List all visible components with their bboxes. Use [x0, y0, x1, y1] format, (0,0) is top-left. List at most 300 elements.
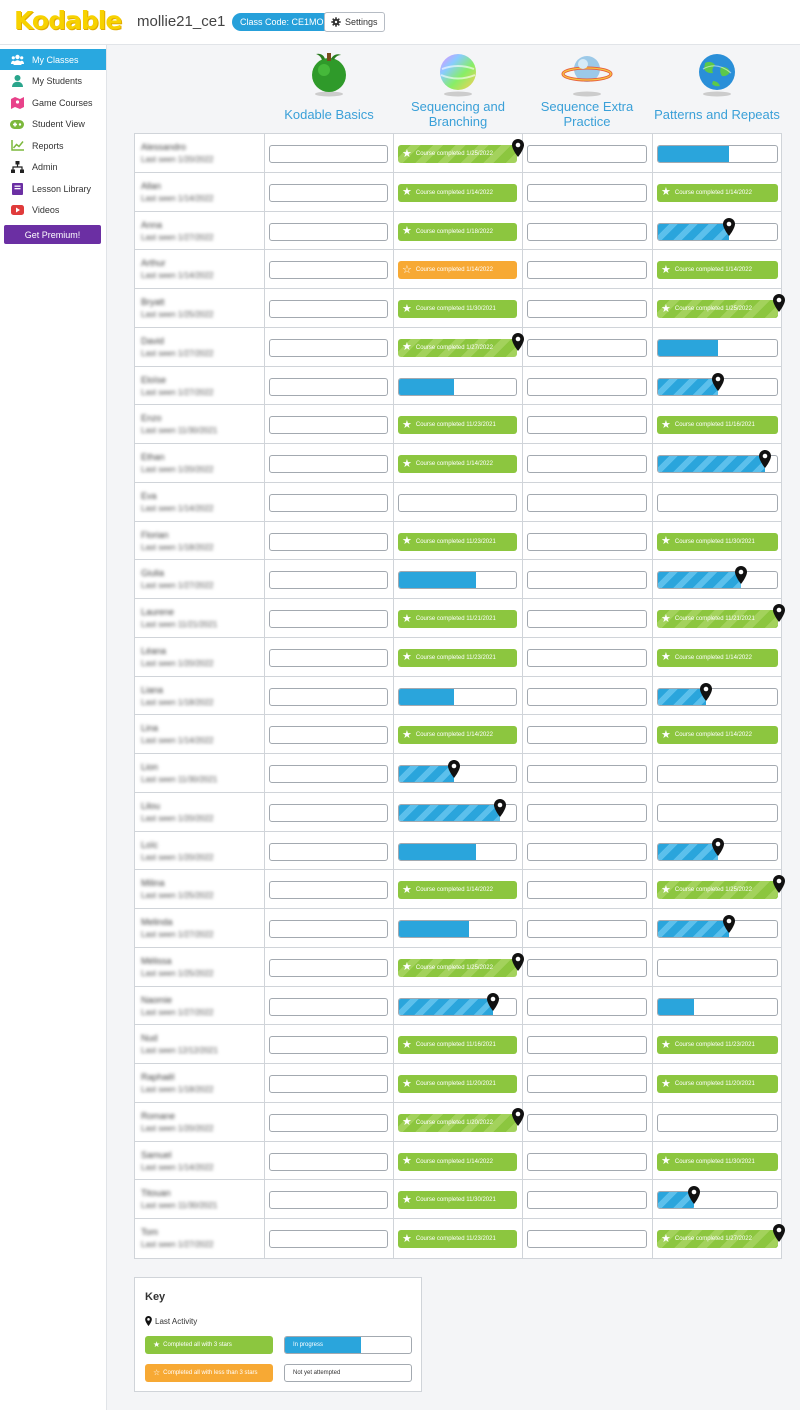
star-icon: ★	[402, 961, 412, 974]
student-cell[interactable]	[135, 367, 265, 405]
course-completed-badge[interactable]	[398, 339, 517, 357]
progress-cell[interactable]	[394, 405, 523, 443]
empty-progress-bar[interactable]	[269, 1153, 388, 1171]
empty-progress-bar[interactable]	[269, 300, 388, 318]
progress-cell[interactable]	[523, 328, 653, 366]
course-completed-badge[interactable]	[657, 300, 778, 318]
progress-cell[interactable]	[523, 832, 653, 870]
course-completed-badge[interactable]	[398, 533, 517, 551]
empty-progress-bar[interactable]	[527, 998, 647, 1016]
map-pin-icon	[512, 953, 524, 971]
progress-cell[interactable]	[523, 1219, 653, 1258]
progress-cell[interactable]	[265, 754, 394, 792]
progress-cell[interactable]	[653, 444, 783, 482]
progress-bar[interactable]	[657, 843, 778, 861]
progress-cell[interactable]	[394, 250, 523, 288]
progress-cell[interactable]	[265, 987, 394, 1025]
progress-cell[interactable]	[265, 638, 394, 676]
progress-cell[interactable]	[653, 987, 783, 1025]
student-cell[interactable]	[135, 987, 265, 1025]
progress-cell[interactable]	[265, 909, 394, 947]
empty-progress-bar[interactable]	[527, 610, 647, 628]
completed-text: Course completed 1/27/2022	[674, 1236, 752, 1242]
empty-progress-bar[interactable]	[527, 920, 647, 938]
empty-progress-bar[interactable]	[527, 223, 647, 241]
progress-cell[interactable]	[265, 405, 394, 443]
progress-fill	[399, 766, 454, 782]
progress-cell[interactable]	[523, 522, 653, 560]
empty-progress-bar[interactable]	[269, 1036, 388, 1054]
course-completed-badge[interactable]	[657, 416, 778, 434]
table-row	[135, 1219, 781, 1258]
progress-cell[interactable]	[523, 444, 653, 482]
progress-cell[interactable]	[394, 1025, 523, 1063]
progress-cell[interactable]	[265, 560, 394, 598]
progress-cell[interactable]	[394, 832, 523, 870]
student-cell[interactable]	[135, 754, 265, 792]
progress-cell[interactable]	[523, 250, 653, 288]
progress-cell[interactable]	[394, 328, 523, 366]
table-row	[135, 367, 781, 406]
star-icon: ★	[402, 457, 412, 470]
progress-cell[interactable]	[523, 212, 653, 250]
sidebar-item-label: Admin	[32, 162, 58, 172]
student-cell[interactable]	[135, 250, 265, 288]
settings-label: Settings	[345, 17, 378, 27]
student-cell[interactable]	[135, 483, 265, 521]
progress-cell[interactable]	[523, 367, 653, 405]
progress-cell[interactable]	[394, 715, 523, 753]
progress-cell[interactable]	[523, 987, 653, 1025]
empty-progress-bar[interactable]	[527, 1075, 647, 1093]
settings-button[interactable]	[324, 12, 385, 32]
progress-cell[interactable]	[394, 483, 523, 521]
empty-progress-bar[interactable]	[269, 843, 388, 861]
progress-cell[interactable]	[523, 754, 653, 792]
empty-progress-bar[interactable]	[657, 804, 778, 822]
progress-cell[interactable]	[265, 483, 394, 521]
progress-cell[interactable]	[653, 250, 783, 288]
empty-progress-bar[interactable]	[527, 1230, 647, 1248]
course-completed-badge[interactable]	[398, 184, 517, 202]
progress-cell[interactable]	[523, 134, 653, 172]
student-cell[interactable]	[135, 599, 265, 637]
course-completed-badge[interactable]	[398, 1114, 517, 1132]
progress-cell[interactable]	[265, 173, 394, 211]
empty-progress-bar[interactable]	[269, 1191, 388, 1209]
progress-cell[interactable]	[523, 483, 653, 521]
course-completed-badge[interactable]	[398, 223, 517, 241]
progress-cell[interactable]	[653, 1142, 783, 1180]
empty-progress-bar[interactable]	[269, 145, 388, 163]
completed-text: Course completed 1/14/2022	[415, 267, 493, 274]
course-completed-badge[interactable]	[398, 300, 517, 318]
empty-progress-bar[interactable]	[269, 261, 388, 279]
empty-progress-bar[interactable]	[527, 688, 647, 706]
progress-cell[interactable]	[653, 328, 783, 366]
progress-cell[interactable]	[523, 405, 653, 443]
progress-cell[interactable]	[523, 793, 653, 831]
empty-progress-bar[interactable]	[269, 881, 388, 899]
student-cell[interactable]	[135, 715, 265, 753]
empty-progress-bar[interactable]	[527, 300, 647, 318]
progress-cell[interactable]	[265, 444, 394, 482]
progress-cell[interactable]	[523, 1025, 653, 1063]
empty-progress-bar[interactable]	[527, 843, 647, 861]
progress-cell[interactable]	[394, 677, 523, 715]
progress-cell[interactable]	[653, 522, 783, 560]
progress-bar[interactable]	[657, 223, 778, 241]
progress-cell[interactable]	[653, 599, 783, 637]
progress-cell[interactable]	[394, 367, 523, 405]
progress-cell[interactable]	[265, 832, 394, 870]
progress-cell[interactable]	[653, 1103, 783, 1141]
course-completed-badge[interactable]	[398, 726, 517, 744]
student-cell[interactable]	[135, 1103, 265, 1141]
progress-bar[interactable]	[657, 571, 778, 589]
course-completed-badge[interactable]	[398, 1230, 517, 1248]
progress-cell[interactable]	[653, 405, 783, 443]
progress-cell[interactable]	[653, 832, 783, 870]
sidebar-item-admin[interactable]	[0, 157, 106, 178]
student-name: Eva	[141, 490, 157, 501]
progress-cell[interactable]	[394, 793, 523, 831]
empty-progress-bar[interactable]	[527, 1191, 647, 1209]
progress-cell[interactable]	[653, 754, 783, 792]
student-cell[interactable]	[135, 173, 265, 211]
progress-cell[interactable]	[523, 1142, 653, 1180]
empty-progress-bar[interactable]	[527, 1114, 647, 1132]
sidebar-item-my-classes[interactable]	[0, 49, 106, 70]
course-completed-badge[interactable]	[657, 610, 778, 628]
progress-cell[interactable]	[265, 1103, 394, 1141]
progress-cell[interactable]	[265, 1219, 394, 1258]
empty-progress-bar[interactable]	[269, 378, 388, 396]
progress-bar[interactable]	[657, 998, 778, 1016]
empty-progress-bar[interactable]	[269, 184, 388, 202]
course-completed-badge[interactable]	[657, 533, 778, 551]
course-header-sequence-extra-practice[interactable]	[522, 45, 652, 129]
empty-progress-bar[interactable]	[527, 145, 647, 163]
progress-cell[interactable]	[265, 793, 394, 831]
progress-cell[interactable]	[653, 289, 783, 327]
sidebar-item-reports[interactable]	[0, 135, 106, 156]
progress-bar[interactable]	[657, 1191, 778, 1209]
course-completed-badge[interactable]	[657, 881, 778, 899]
progress-bar[interactable]	[398, 378, 517, 396]
progress-cell[interactable]	[265, 1180, 394, 1218]
progress-cell[interactable]	[653, 870, 783, 908]
student-cell[interactable]	[135, 134, 265, 172]
student-cell[interactable]	[135, 328, 265, 366]
empty-progress-bar[interactable]	[269, 726, 388, 744]
empty-progress-bar[interactable]	[527, 494, 647, 512]
progress-cell[interactable]	[265, 250, 394, 288]
course-completed-badge[interactable]	[657, 261, 778, 279]
course-header-sequencing-and-branching[interactable]	[393, 45, 523, 129]
progress-cell[interactable]	[523, 599, 653, 637]
progress-cell[interactable]	[653, 948, 783, 986]
student-cell[interactable]	[135, 832, 265, 870]
progress-cell[interactable]	[653, 677, 783, 715]
sidebar-item-lesson-library[interactable]	[0, 178, 106, 199]
progress-cell[interactable]	[523, 560, 653, 598]
student-cell[interactable]	[135, 212, 265, 250]
progress-cell[interactable]	[394, 444, 523, 482]
empty-progress-bar[interactable]	[269, 223, 388, 241]
progress-cell[interactable]	[523, 715, 653, 753]
empty-progress-bar[interactable]	[269, 494, 388, 512]
sidebar-item-my-students[interactable]	[0, 71, 106, 92]
empty-progress-bar[interactable]	[269, 455, 388, 473]
empty-progress-bar[interactable]	[269, 339, 388, 357]
empty-progress-bar[interactable]	[527, 804, 647, 822]
empty-progress-bar[interactable]	[527, 455, 647, 473]
empty-progress-bar[interactable]	[657, 1114, 778, 1132]
progress-bar[interactable]	[398, 804, 517, 822]
progress-bar[interactable]	[657, 920, 778, 938]
last-seen: Last seen 1/27/2022	[141, 1240, 214, 1249]
course-completed-badge[interactable]	[657, 726, 778, 744]
progress-cell[interactable]	[523, 870, 653, 908]
student-cell[interactable]	[135, 793, 265, 831]
student-cell[interactable]	[135, 1142, 265, 1180]
student-cell[interactable]	[135, 870, 265, 908]
progress-cell[interactable]	[653, 1180, 783, 1218]
progress-cell[interactable]	[394, 134, 523, 172]
progress-cell[interactable]	[523, 909, 653, 947]
student-cell[interactable]	[135, 1064, 265, 1102]
user-icon	[10, 74, 24, 88]
progress-cell[interactable]	[394, 173, 523, 211]
student-cell[interactable]	[135, 405, 265, 443]
empty-progress-bar[interactable]	[527, 1036, 647, 1054]
progress-cell[interactable]	[653, 1064, 783, 1102]
progress-cell[interactable]	[523, 1064, 653, 1102]
course-completed-badge[interactable]	[398, 416, 517, 434]
student-cell[interactable]	[135, 948, 265, 986]
progress-cell[interactable]	[394, 870, 523, 908]
empty-progress-bar[interactable]	[269, 920, 388, 938]
progress-cell[interactable]	[523, 948, 653, 986]
progress-bar[interactable]	[657, 455, 778, 473]
progress-cell[interactable]	[265, 1025, 394, 1063]
progress-cell[interactable]	[394, 1219, 523, 1258]
course-completed-badge[interactable]	[398, 1036, 517, 1054]
course-completed-badge[interactable]	[398, 881, 517, 899]
progress-cell[interactable]	[523, 638, 653, 676]
empty-progress-bar[interactable]	[527, 261, 647, 279]
progress-cell[interactable]	[394, 599, 523, 637]
empty-progress-bar[interactable]	[527, 1153, 647, 1171]
empty-progress-bar[interactable]	[269, 1114, 388, 1132]
student-cell[interactable]	[135, 560, 265, 598]
student-cell[interactable]	[135, 677, 265, 715]
progress-cell[interactable]	[394, 638, 523, 676]
completed-text: Course completed 1/14/2022	[674, 654, 752, 661]
empty-progress-bar[interactable]	[269, 1230, 388, 1248]
course-completed-badge[interactable]	[398, 610, 517, 628]
progress-cell[interactable]	[394, 1142, 523, 1180]
empty-progress-bar[interactable]	[269, 688, 388, 706]
progress-cell[interactable]	[265, 134, 394, 172]
empty-progress-bar[interactable]	[269, 571, 388, 589]
progress-cell[interactable]	[523, 677, 653, 715]
course-completed-badge[interactable]	[398, 1153, 517, 1171]
course-header-kodable-basics[interactable]	[264, 45, 394, 122]
progress-cell[interactable]	[653, 793, 783, 831]
progress-cell[interactable]	[265, 870, 394, 908]
empty-progress-bar[interactable]	[398, 494, 517, 512]
progress-cell[interactable]	[653, 212, 783, 250]
progress-cell[interactable]	[653, 909, 783, 947]
empty-progress-bar[interactable]	[269, 1075, 388, 1093]
progress-cell[interactable]	[394, 289, 523, 327]
student-cell[interactable]	[135, 522, 265, 560]
empty-progress-bar[interactable]	[657, 765, 778, 783]
empty-progress-bar[interactable]	[269, 649, 388, 667]
progress-cell[interactable]	[394, 948, 523, 986]
progress-cell[interactable]	[394, 212, 523, 250]
empty-progress-bar[interactable]	[527, 533, 647, 551]
student-name: Laurene	[141, 607, 175, 617]
student-cell[interactable]	[135, 1025, 265, 1063]
progress-cell[interactable]	[653, 1025, 783, 1063]
progress-cell[interactable]	[265, 1064, 394, 1102]
progress-cell[interactable]	[394, 1103, 523, 1141]
sidebar-item-videos[interactable]	[0, 200, 106, 221]
empty-progress-bar[interactable]	[527, 378, 647, 396]
course-completed-badge[interactable]	[657, 649, 778, 667]
progress-cell[interactable]	[653, 483, 783, 521]
progress-cell[interactable]	[653, 560, 783, 598]
progress-cell[interactable]	[265, 599, 394, 637]
progress-cell[interactable]	[265, 367, 394, 405]
key-completed-less-stars	[145, 1364, 273, 1382]
progress-cell[interactable]	[394, 987, 523, 1025]
empty-progress-bar[interactable]	[269, 610, 388, 628]
empty-progress-bar[interactable]	[269, 998, 388, 1016]
progress-cell[interactable]	[265, 522, 394, 560]
progress-bar[interactable]	[657, 378, 778, 396]
empty-progress-bar[interactable]	[527, 881, 647, 899]
progress-bar[interactable]	[657, 339, 778, 357]
course-completed-partial[interactable]	[398, 261, 517, 279]
progress-cell[interactable]	[653, 1219, 783, 1258]
progress-cell[interactable]	[265, 948, 394, 986]
get-premium-button[interactable]: Get Premium!	[4, 225, 101, 244]
course-completed-badge[interactable]	[657, 1036, 778, 1054]
course-completed-badge[interactable]	[657, 1230, 778, 1248]
progress-fill	[399, 921, 469, 937]
empty-progress-bar[interactable]	[527, 959, 647, 977]
kodable-logo[interactable]: Kodable	[14, 6, 122, 35]
progress-cell[interactable]	[653, 173, 783, 211]
progress-cell[interactable]	[523, 289, 653, 327]
student-cell[interactable]	[135, 1219, 265, 1258]
progress-cell[interactable]	[523, 173, 653, 211]
class-code-badge[interactable]: Class Code: CE1MO	[232, 13, 332, 31]
empty-progress-bar[interactable]	[527, 649, 647, 667]
progress-bar[interactable]	[398, 920, 517, 938]
empty-progress-bar[interactable]	[527, 765, 647, 783]
empty-progress-bar[interactable]	[527, 184, 647, 202]
progress-cell[interactable]	[394, 909, 523, 947]
progress-cell[interactable]	[265, 715, 394, 753]
progress-bar[interactable]	[398, 843, 517, 861]
student-cell[interactable]	[135, 638, 265, 676]
progress-cell[interactable]	[394, 1064, 523, 1102]
progress-bar[interactable]	[398, 571, 517, 589]
completed-text: Course completed 1/14/2022	[415, 189, 493, 196]
progress-cell[interactable]	[265, 289, 394, 327]
student-cell[interactable]	[135, 289, 265, 327]
progress-cell[interactable]	[394, 1180, 523, 1218]
sidebar-item-student-view[interactable]	[0, 114, 106, 135]
progress-bar[interactable]	[657, 145, 778, 163]
empty-progress-bar[interactable]	[269, 765, 388, 783]
course-completed-badge[interactable]	[657, 1075, 778, 1093]
star-icon: ★	[402, 341, 412, 354]
progress-cell[interactable]	[653, 638, 783, 676]
empty-progress-bar[interactable]	[657, 494, 778, 512]
course-completed-badge[interactable]	[398, 959, 517, 977]
last-seen: Last seen 11/30/2021	[141, 775, 218, 784]
empty-progress-bar[interactable]	[269, 533, 388, 551]
progress-cell[interactable]	[265, 1142, 394, 1180]
empty-progress-bar[interactable]	[527, 726, 647, 744]
progress-cell[interactable]	[394, 754, 523, 792]
progress-bar[interactable]	[398, 998, 517, 1016]
progress-cell[interactable]	[653, 367, 783, 405]
progress-cell[interactable]	[265, 677, 394, 715]
empty-progress-bar[interactable]	[527, 339, 647, 357]
progress-bar[interactable]	[398, 765, 517, 783]
map-pin-icon	[448, 760, 460, 778]
completed-text: Course completed 11/23/2021	[415, 538, 496, 545]
course-completed-badge[interactable]	[398, 145, 517, 163]
course-completed-badge[interactable]	[398, 455, 517, 473]
empty-progress-bar[interactable]	[657, 959, 778, 977]
progress-cell[interactable]	[265, 328, 394, 366]
student-cell[interactable]	[135, 1180, 265, 1218]
progress-cell[interactable]	[394, 522, 523, 560]
course-completed-badge[interactable]	[398, 1191, 517, 1209]
progress-cell[interactable]	[653, 134, 783, 172]
empty-progress-bar[interactable]	[527, 416, 647, 434]
progress-cell[interactable]	[523, 1180, 653, 1218]
empty-progress-bar[interactable]	[269, 416, 388, 434]
empty-progress-bar[interactable]	[269, 959, 388, 977]
student-cell[interactable]	[135, 909, 265, 947]
course-completed-badge[interactable]	[657, 1153, 778, 1171]
student-cell[interactable]	[135, 444, 265, 482]
empty-progress-bar[interactable]	[269, 804, 388, 822]
progress-cell[interactable]	[265, 212, 394, 250]
star-icon: ★	[661, 1077, 671, 1090]
progress-bar[interactable]	[398, 688, 517, 706]
sidebar-item-game-courses[interactable]	[0, 92, 106, 113]
course-header-patterns-and-repeats[interactable]	[652, 45, 782, 122]
progress-bar[interactable]	[657, 688, 778, 706]
empty-progress-bar[interactable]	[527, 571, 647, 589]
progress-cell[interactable]	[394, 560, 523, 598]
progress-cell[interactable]	[523, 1103, 653, 1141]
course-completed-badge[interactable]	[657, 184, 778, 202]
course-completed-badge[interactable]	[398, 649, 517, 667]
progress-cell[interactable]	[653, 715, 783, 753]
course-completed-badge[interactable]	[398, 1075, 517, 1093]
